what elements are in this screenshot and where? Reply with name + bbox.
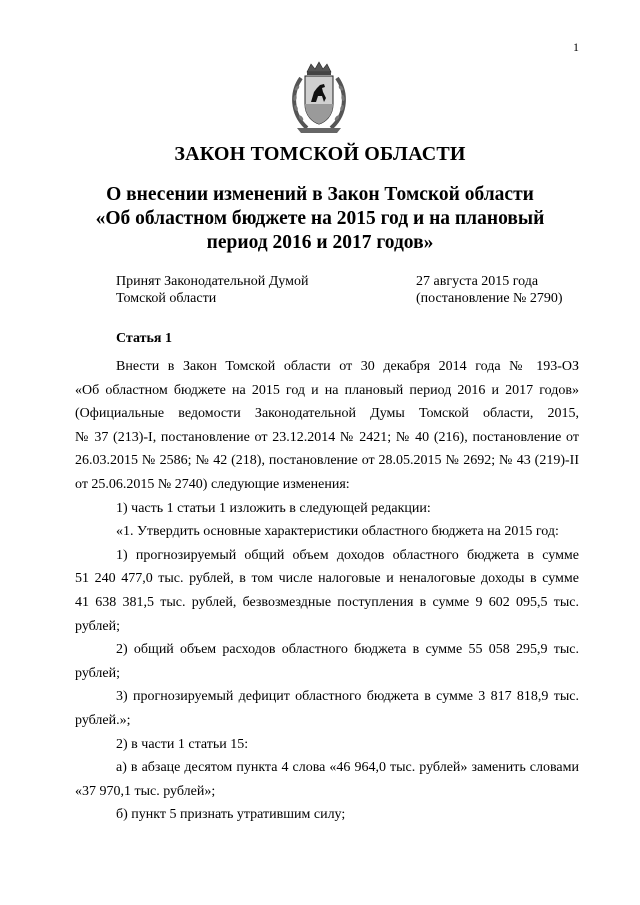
adoption-date	[416, 273, 563, 307]
adoption-body	[116, 273, 308, 307]
subtitle-line: О внесении изменений в Закон Томской области	[106, 184, 534, 205]
body-line: рублей.»;	[75, 712, 131, 728]
adoption-body-line: Томской области	[116, 291, 217, 306]
article-body	[75, 355, 579, 827]
subtitle-line: период 2016 и 2017 годов»	[206, 232, 434, 253]
body-line: 2) общий объем расходов областного бюджета в сумме 55 058 295,9 тыс.	[116, 642, 579, 658]
coat-of-arms-icon	[287, 58, 351, 138]
adoption-resolution-line: (постановление № 2790)	[416, 291, 563, 306]
body-line: а) в абзаце десятом пункта 4 слова «46 964,0 тыс. рублей» заменить словами	[116, 760, 579, 776]
body-line: рублей;	[75, 618, 120, 634]
body-line: № 37 (213)-I, постановление от 23.12.2014 № 2421; № 40 (216), постановление от	[75, 429, 579, 445]
body-line: б) пункт 5 признать утратившим силу;	[116, 807, 346, 823]
law-subtitle	[60, 183, 580, 255]
body-line: 26.03.2015 № 2586; № 42 (218), постановление от 28.05.2015 № 2692; № 43 (219)-II	[75, 453, 579, 469]
adoption-date-line: 27 августа 2015 года	[416, 274, 539, 289]
body-line: (Официальные ведомости Законодательной Думы Томской области, 2015,	[75, 406, 579, 422]
body-line: 41 638 381,5 тыс. рублей, безвозмездные поступления в сумме 9 602 095,5 тыс.	[75, 594, 579, 610]
law-title: ЗАКОН ТОМСКОЙ ОБЛАСТИ	[174, 143, 466, 165]
body-line: 1) прогнозируемый общий объем доходов областного бюджета в сумме	[116, 547, 579, 563]
body-line: рублей;	[75, 665, 120, 681]
body-line: «1. Утвердить основные характеристики областного бюджета на 2015 год:	[116, 524, 559, 540]
adoption-body-line: Принят Законодательной Думой	[116, 274, 309, 289]
body-line: 2) в части 1 статьи 15:	[116, 736, 249, 752]
body-line: «Об областном бюджете на 2015 год и на плановый период 2016 и 2017 годов»	[75, 382, 579, 398]
body-line: 51 240 477,0 тыс. рублей, в том числе налоговые и неналоговые доходы в сумме	[75, 571, 579, 587]
article-heading: Статья 1	[116, 331, 172, 346]
body-line: «37 970,1 тыс. рублей»;	[75, 783, 216, 799]
body-line: 3) прогнозируемый дефицит областного бюджета в сумме 3 817 818,9 тыс.	[116, 689, 579, 705]
page-number: 1	[573, 40, 579, 54]
subtitle-line: «Об областном бюджете на 2015 год и на плановый	[95, 208, 545, 229]
body-line: от 25.06.2015 № 2740) следующие изменения:	[75, 476, 350, 492]
body-line: Внести в Закон Томской области от 30 декабря 2014 года № 193-ОЗ	[116, 359, 579, 374]
body-line: 1) часть 1 статьи 1 изложить в следующей редакции:	[116, 500, 431, 516]
